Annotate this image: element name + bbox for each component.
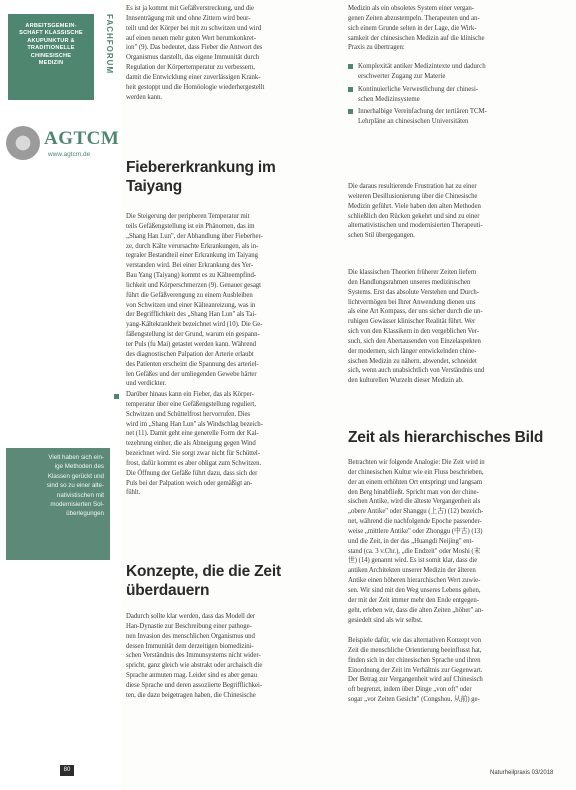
text-line: „obere Antike" oder Shanggu (上古) (12) bezeich- (348, 508, 484, 516)
text-line: des Patienten erscheint die Spannung des arteriel- (126, 360, 259, 368)
text-line: schen Verständnis des Immunsystems nicht wider- (126, 652, 261, 660)
pull-quote-line: überlegungen (66, 510, 104, 518)
text-line: von Schwitzen und einer Kälteanreizung, was in (126, 301, 256, 309)
paragraph-han-dynastie (126, 612, 336, 701)
text-line: Regulation der Körpertemperatur zu verbessern, (126, 64, 255, 72)
text-line: Fiebererkrankung im (126, 159, 276, 176)
text-line: bezeichnet wird. Sie sorgt zwar nicht für Schüttel- (126, 450, 260, 458)
text-line: Beispiele dafür, wie das alternativen Konzept von (348, 637, 481, 644)
text-line: oft begrenzt, indem über Dinge „von oft" oder (348, 686, 472, 694)
heading-konzepte (126, 562, 336, 600)
agtcm-logo[interactable] (6, 122, 118, 170)
text-line: Medizin als ein obsoletes System einer vergan- (348, 5, 474, 12)
text-line: Taiyang (126, 178, 183, 195)
text-line: lichkeit und Körperschmerzen (9). Genauer gesagt (126, 281, 261, 289)
text-line: fäßengstellung ist der Grund, warum ein gespann- (126, 331, 260, 339)
text-line: dessen Immunität dem derzeitigen biomedizini- (126, 642, 254, 650)
text-line: „Shang Han Lun", der Abhandlung über Fieberher- (126, 232, 263, 240)
text-line: Betrachten wir folgende Analogie: Die Zeit wird in (348, 459, 485, 466)
text-line: gesiedelt sind als wir selbst. (348, 616, 423, 624)
bullet-item (348, 107, 558, 127)
text-line: tezehrung einher, die als Abneigung gegen Wind (126, 440, 256, 448)
text-line: der modernen, sich länger entwickelnden chine- (348, 347, 477, 355)
text-line: such, sich den Abertausenden von Einzelaspekten (348, 337, 481, 345)
text-line: fühlt. (126, 489, 141, 497)
square-bullet-icon (348, 109, 353, 114)
bullet-list (348, 62, 558, 130)
text-line: und die Zeit, in der das „Huangdi Neijing" ent- (348, 537, 474, 545)
text-line: Es ist ja kommt mit Gefäßverstreckung, und die (126, 5, 254, 12)
text-line: net, während die nachfolgende Epoche passender- (348, 518, 482, 526)
text-line: und verdickter. (126, 380, 167, 388)
text-line: werden kann. (126, 93, 163, 101)
text-line: ruhigen Gewässer klinischer Realität führt. Wer (348, 318, 476, 326)
text-line: ten, die dazu beigetragen haben, die Chinesische (126, 691, 256, 699)
text-line: alternativistischen und modernisierten Therapeuti- (348, 222, 483, 230)
text-line: genen Zeiten abzustempeln. Therapeuten und an- (348, 14, 480, 22)
text-line: verstanden wird. Bei einer Erkrankung des Yer- (126, 262, 254, 270)
pull-quote-line: Klassen gerückt und (47, 472, 104, 480)
text-line: sogar „vor Zeiten Gesicht" (Congshou, 从前) ge- (348, 696, 480, 704)
square-bullet-icon (348, 64, 353, 69)
pull-quote-line: modernisierten Sol- (50, 501, 104, 509)
text-line: sischen Antike, wird die älteste Vergangenheit als (348, 498, 481, 506)
text-line: als eine Art Kompass, der uns sicher durch die un- (348, 308, 483, 316)
text-line: antiken Architekten unserer Medizin der älteren (348, 567, 476, 575)
bullet-text: Komplexität antiker Medizintexte und dadurch (358, 63, 486, 70)
text-line: frost, dafür kommt es aber obligat zum Schwitzen. (126, 459, 262, 467)
pull-quote-line: sind so zu einer alte- (46, 482, 104, 490)
text-line: weiteren Desillusionierung über die Chinesische (348, 192, 478, 200)
text-line: ter Puls (fu Mai) getastet werden kann. Während (126, 340, 257, 348)
text-line: Schwitzen und Schüttelfrost hervorrufen. Dies (126, 410, 251, 418)
text-line: damit die Entwicklung einer zuverlässigen Krank- (126, 73, 261, 81)
text-line: ze, durch Kälte verursachte Erkrankungen, als in- (126, 242, 259, 250)
journal-footer: Naturheilpraxis 03/2018 (490, 770, 554, 776)
text-line: Innsenträgung mit und ohne Zittern wird beur- (126, 14, 251, 22)
text-line: den Berg hinabfließt. Spricht man von der chine- (348, 488, 479, 496)
text-line: Puls bei der Palpation weich oder gemäßigt an- (126, 479, 253, 487)
association-line: TRADITIONELLE (27, 45, 75, 52)
text-line: Die Öffnung der Gefäße führt dazu, dass sich der (126, 469, 258, 477)
heading-fiebererkrankung (126, 158, 336, 196)
bullet-text: erschwerter Zugang zur Materie (358, 72, 446, 80)
text-line: Dadurch sollte klar werden, dass das Modell der (126, 613, 256, 620)
logo-emblem-icon (6, 126, 40, 160)
bullet-item (348, 62, 558, 82)
text-line: des diagnostischen Palpation der Arterie erlaubt (126, 350, 254, 358)
paragraph-windschlag (126, 390, 336, 498)
bullet-item (348, 85, 558, 105)
association-box (8, 14, 94, 100)
text-line: Konzepte, die die Zeit (126, 563, 281, 580)
text-line: Zeit die menschliche Orientierung beeinflusst hat, (348, 646, 482, 654)
text-line: teils Gefäßengstellung ist ein Phänomen, das im (126, 222, 255, 230)
text-line: Darüber hinaus kann ein Fieber, das als Körper- (126, 391, 254, 398)
paragraph-taiyang (126, 212, 336, 389)
text-line: schen Stil übergegangen. (348, 232, 415, 240)
text-line: sischen Medizin zu nähern, abwendet, schneidet (348, 357, 477, 365)
text-line: Bau Yang (Taiyang) kommt es zu Kälteempfind- (126, 272, 257, 280)
text-line: weise „mittlere Antike" oder Zhonggu (中古) (13) (348, 527, 483, 535)
text-line: nen Invasion des menschlichen Organismus und (126, 632, 255, 640)
square-bullet-icon (348, 87, 353, 92)
association-line: MEDIZIN (38, 60, 64, 67)
paragraph-frustration (348, 182, 558, 241)
association-line: CHINESISCHE (30, 52, 72, 59)
text-line: den kulturellen Wurzeln dieser Medizin ab. (348, 377, 464, 385)
logo-url[interactable]: www.agtcm.de (48, 151, 91, 158)
association-line: ARBEITSGEMEIN- (25, 23, 77, 29)
section-label: FACHFORUM (105, 14, 114, 75)
pull-quote-line: nativistischen mit (56, 491, 104, 499)
pull-quote-line: Vielt haben sich ein- (48, 454, 104, 461)
logo-text: AGTCM (44, 128, 120, 149)
text-line: Antike einen höheren hierarchischen Wert zuwie- (348, 577, 481, 585)
text-line: wird im „Shang Han Lun" als Windschlag bezeich- (126, 420, 263, 428)
intro-paragraph (126, 4, 336, 102)
text-line: yang-Kältekrankheit bezeichnet wird (10). Die Ge- (126, 321, 263, 329)
text-line: überdauern (126, 582, 210, 599)
paragraph-analogie (348, 458, 558, 625)
text-line: 世) (14) genannt wird. Es ist somit klar, dass die (348, 557, 478, 565)
text-line: geht, erleben wir, dass die alten Zeiten „höher" an- (348, 606, 484, 614)
association-line: SCHAFT KLASSISCHE (19, 30, 83, 37)
text-line: auf einen neuen mehr guten Wert herumkonkret- (126, 34, 256, 42)
text-line: Die klassischen Theorien früherer Zeiten liefern (348, 269, 477, 276)
text-line: der mit der Zeit immer mehr den Ende entgegen- (348, 596, 479, 604)
text-line: lichtvermögen bei Ihrer Anwendung dienen uns (348, 298, 476, 306)
text-line: Systems. Erst das absolute Verstehen und Durch- (348, 288, 479, 296)
text-line: stand (ca. 3 v.Chr.), „die Endzeit" oder Moshi (末 (348, 547, 481, 555)
text-line: den Handlungsrahmen unseres medizinischen (348, 278, 471, 286)
text-line: Sprache anmuten mag. Leider sind es aber genau (126, 672, 257, 680)
text-line: der chinesischen Kultur wie ein Fluss beschrieben, (348, 468, 484, 476)
intro-paragraph-right (348, 4, 558, 53)
text-line: Medizin geführt. Viele haben den alten Methoden (348, 202, 481, 210)
paragraph-beispiele (348, 636, 558, 705)
association-line: AKUPUNKTUR & (27, 37, 75, 44)
heading-zeit: Zeit als hierarchisches Bild (348, 429, 544, 446)
text-line: teilt und der Körper bei mit zu schwitzen und wird (126, 24, 262, 32)
text-line: schließlich den Rücken gekehrt und sind zu einer (348, 212, 480, 220)
text-line: temperatur über eine Gefäßengstellung reguliert, (126, 400, 256, 408)
text-line: tegraler Bestandteil einer Erkrankung im Taiyang (126, 252, 258, 260)
text-line: diese Sprache und deren assoziierte Begrifflichkei- (126, 681, 263, 689)
square-bullet-icon (114, 394, 119, 399)
text-line: Organismus darstellt, das eigene Immunität durch (126, 54, 260, 62)
paragraph-klassische-theorien (348, 268, 558, 386)
text-line: samkeit der chinesischen Medizin auf die klinische (348, 34, 485, 42)
text-line: Han-Dynastie zur Beschreibung einer pathoge- (126, 622, 252, 630)
text-line: der Begrifflichkeit des „Shang Han Lun" als Tai- (126, 311, 257, 319)
text-line: finden sich in der chinesischen Sprache und ihren (348, 656, 481, 664)
text-line: Der Betrag zur Vergangenheit wird auf Chinesisch (348, 676, 483, 684)
text-line: sich von den Klassikern in den vergeblichen Ver- (348, 328, 480, 336)
pull-quote (6, 448, 110, 560)
bullet-text: Lehrpläne an chinesischen Universitäten (358, 118, 469, 126)
pull-quote-line: ige Methoden des (54, 463, 104, 471)
text-line: spricht, ganz gleich wie abstrakt oder archaisch die (126, 662, 263, 670)
text-line: Die daraus resultierende Frustration hat zu einer (348, 183, 477, 190)
page-number: 80 (60, 765, 74, 776)
bullet-text: Kontinuierliche Verwestlichung der chinesi- (358, 85, 479, 93)
bullet-text: schen Medizinsysteme (358, 95, 420, 103)
text-line: sich einem Grunde selten in der Lage, die Wirk- (348, 24, 477, 32)
text-line: der an einem erhöhten Ort entspringt und langsam (348, 478, 483, 486)
left-sidebar (0, 0, 122, 790)
text-line: net (11). Damit geht eine generelle Form der Kal- (126, 430, 259, 438)
text-line: Einordnung der Zeit im Verhältnis zur Gegenwart. (348, 666, 483, 674)
bullet-text: Innerhalbige Vereinfachung der tertiären TCM- (358, 108, 487, 116)
text-line: ion" (9). Das bedeutet, dass Fieber die Antwort des (126, 44, 263, 52)
text-line: Die Steigerung der peripheren Temperatur mit (126, 213, 250, 220)
text-line: sen. Wir sind mit den Weg unseres Lebens gehen, (348, 586, 481, 594)
text-line: len Gefäßes und der umliegenden Gewebe härter (126, 370, 257, 378)
text-line: Praxis zu übertragen: (348, 44, 405, 52)
text-line: sich, wenn auch unabsichtlich von Verständnis und (348, 367, 485, 375)
text-line: führt die Gefäßverengung zu einem Ausbleiben (126, 291, 253, 299)
text-line: heit gestoppt und die Homöologie wiederhergestellt (126, 83, 265, 91)
